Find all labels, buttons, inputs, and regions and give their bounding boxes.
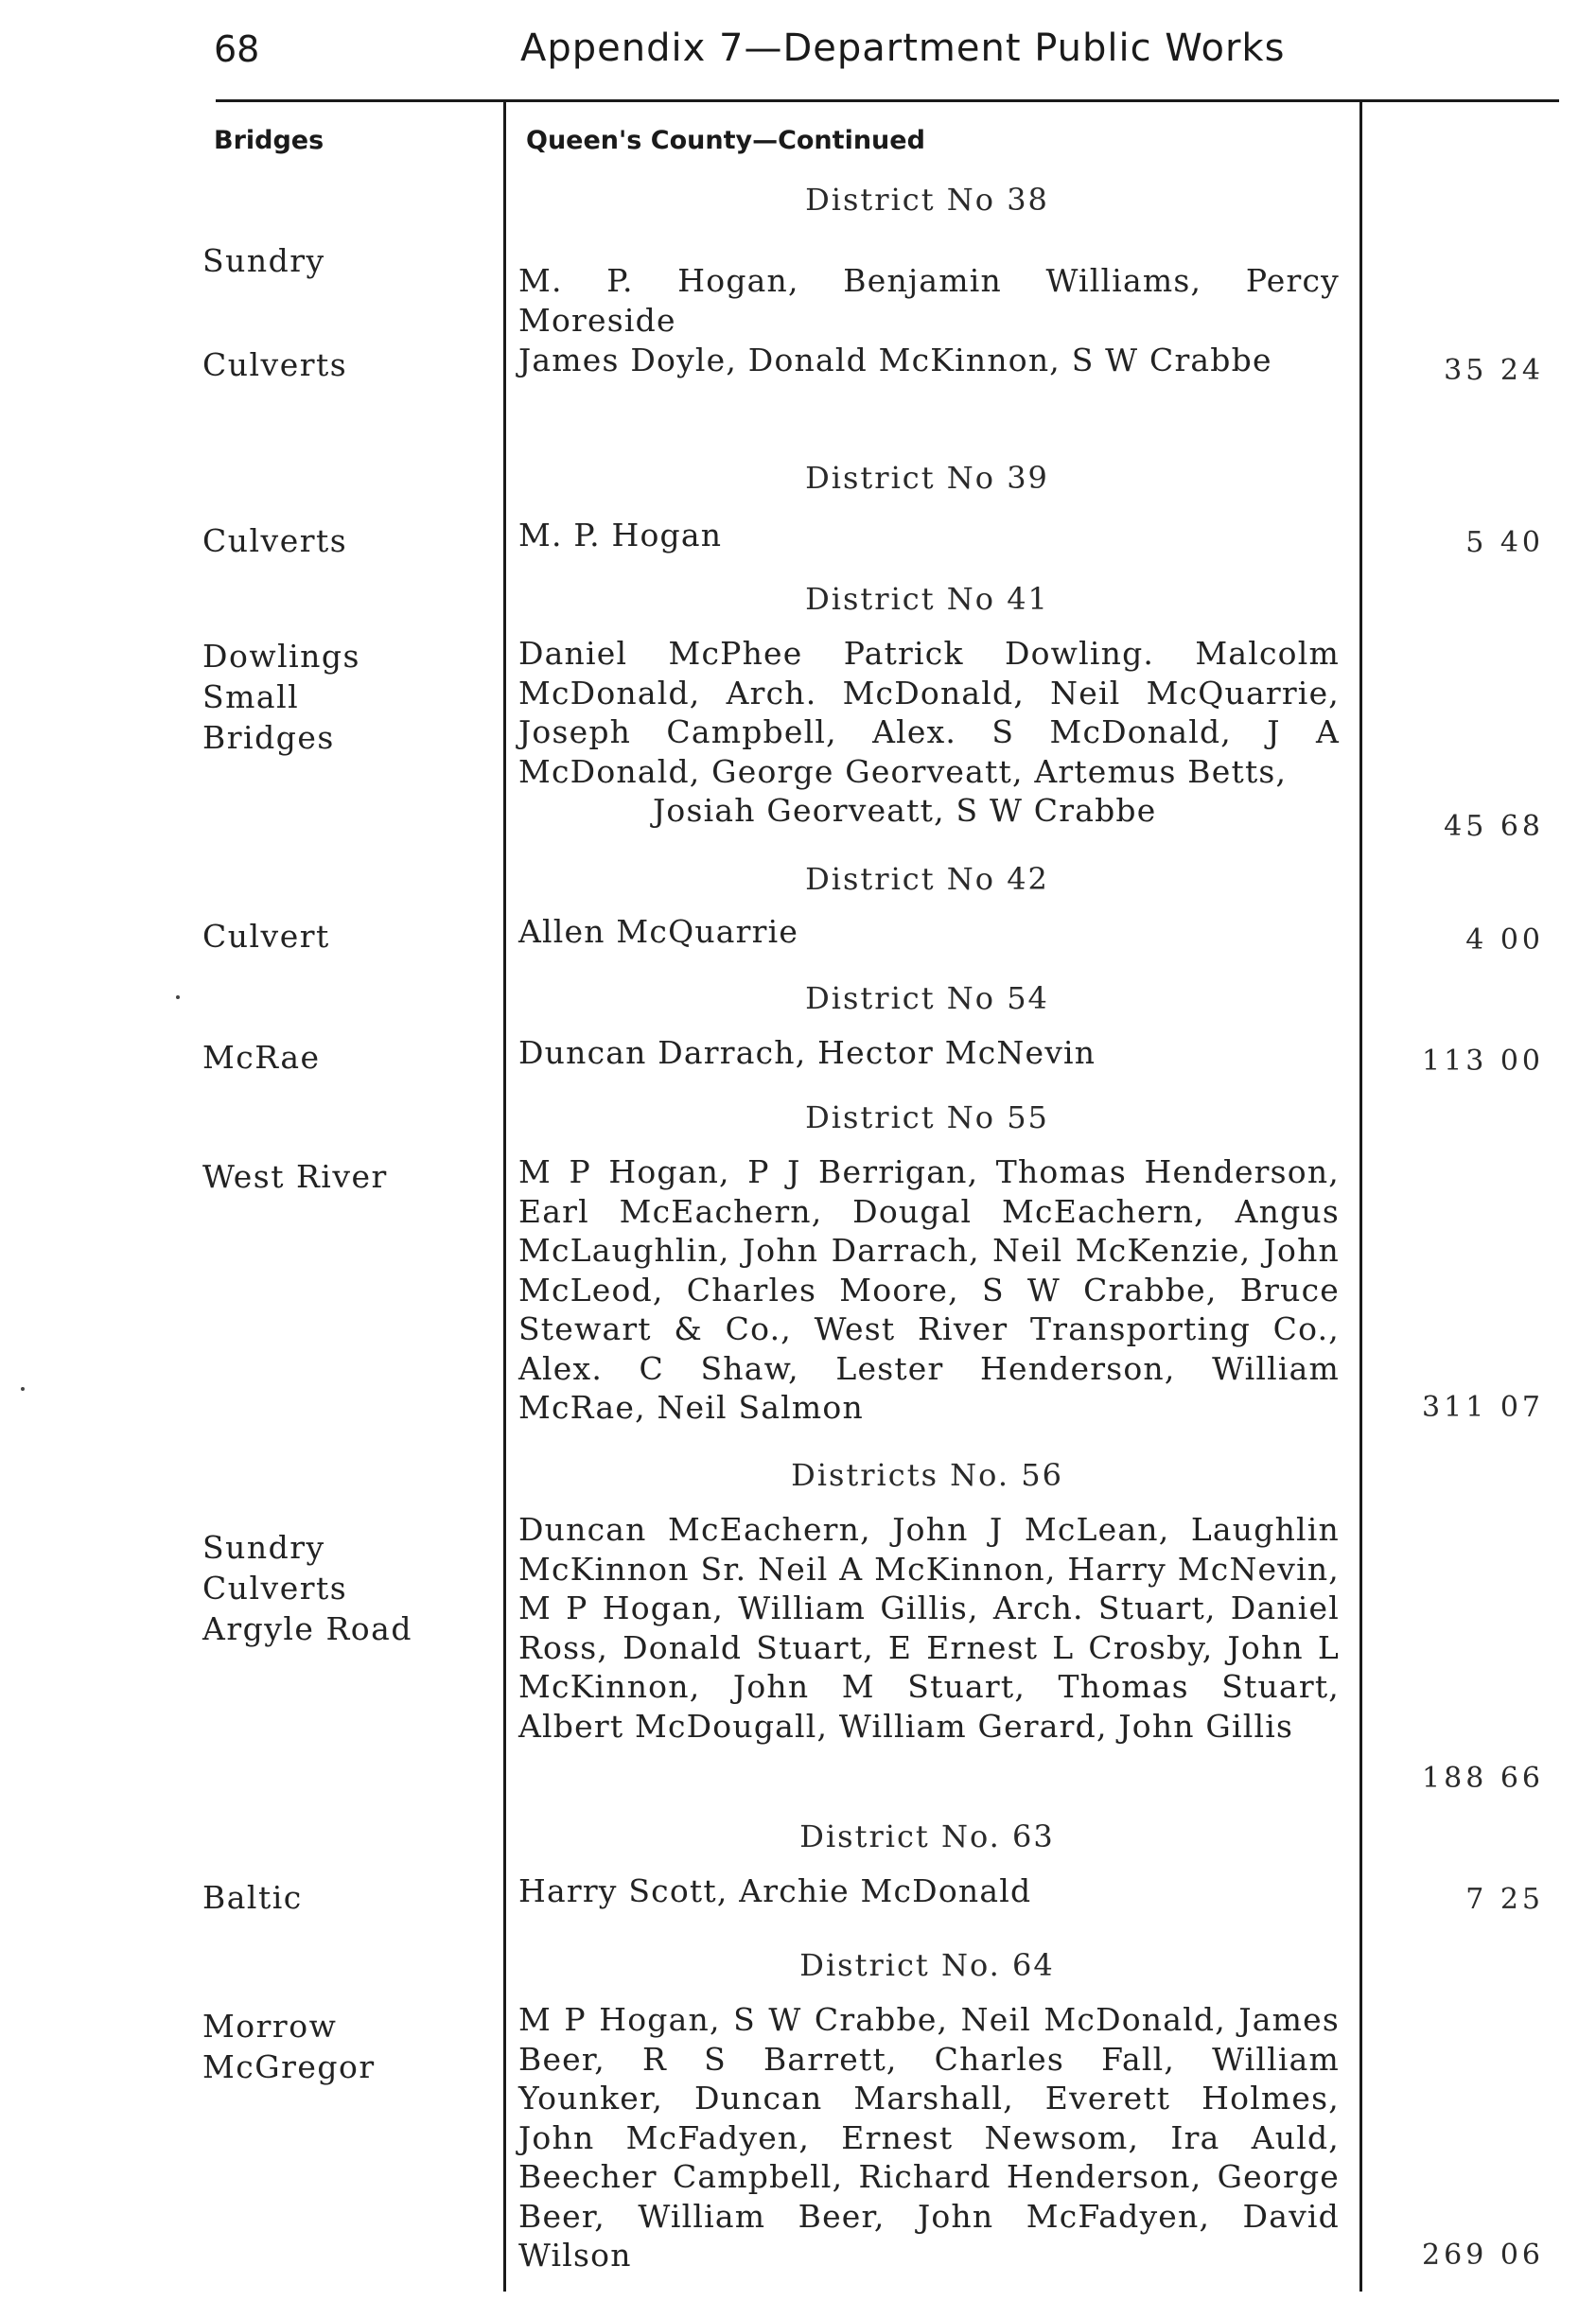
- bridge-label: Baltic: [202, 1879, 303, 1916]
- contractor-names: Allen McQuarrie: [518, 913, 799, 950]
- bridge-label: Sundry: [202, 1529, 325, 1566]
- bridge-label: Sundry: [202, 242, 325, 279]
- bridge-label: Culvert: [202, 918, 330, 955]
- amount: 269 06: [1422, 2239, 1544, 2272]
- amount: 35 24: [1444, 354, 1544, 387]
- column-rule-left: [503, 102, 506, 2292]
- bridge-label: Bridges: [202, 719, 335, 756]
- district-heading: District No 55: [805, 1099, 1049, 1135]
- district-heading: District No. 63: [799, 1818, 1055, 1854]
- district-heading: District No 54: [805, 980, 1049, 1016]
- bridge-label: Culverts: [202, 1570, 348, 1607]
- district-heading: District No 42: [805, 861, 1049, 897]
- column-rule-right: [1359, 102, 1362, 2292]
- scan-speck: [176, 995, 180, 999]
- contractor-names: M P Hogan, S W Crabbe, Neil McDonald, James Beer, R S Barrett, Charles Fall, William Younker, Duncan Marshall, Everett Holmes, John McFadyen, Ernest Newsom, Ira Auld, Beecher Campbell, Richard Henderson, George Beer, William Beer, John McFadyen, David Wilson: [518, 2001, 1340, 2274]
- bridge-label: McGregor: [202, 2048, 376, 2085]
- bridges-column-heading: Bridges: [214, 126, 324, 155]
- page-header: Appendix 7—Department Public Works: [520, 26, 1286, 70]
- amount: 311 07: [1422, 1391, 1544, 1424]
- contractor-names: Duncan McEachern, John J McLean, Laughlin McKinnon Sr. Neil A McKinnon, Harry McNevin, M P Hogan, William Gillis, Arch. Stuart, Daniel Ross, Donald Stuart, E Ernest L Crosby, John L McKinnon, John M Stuart, Thomas Stuart, Albert McDougall, William Gerard, John Gillis: [518, 1511, 1340, 1745]
- contractor-names: M. P. Hogan: [518, 517, 723, 553]
- district-heading: District No 39: [805, 460, 1049, 496]
- top-rule: [216, 99, 1559, 102]
- bridge-label: Culverts: [202, 346, 348, 383]
- scan-speck: [21, 1387, 25, 1391]
- bridge-label: Morrow: [202, 2008, 338, 2045]
- amount: 4 00: [1465, 923, 1544, 957]
- bridge-label: Argyle Road: [202, 1610, 412, 1647]
- page-number: 68: [214, 28, 260, 70]
- contractor-names: Josiah Georveatt, S W Crabbe: [653, 792, 1157, 829]
- contractor-names: Harry Scott, Archie McDonald: [518, 1872, 1032, 1909]
- amount: 45 68: [1444, 810, 1544, 843]
- district-heading: District No. 64: [799, 1947, 1055, 1983]
- amount: 113 00: [1422, 1045, 1544, 1078]
- bridge-label: Culverts: [202, 522, 348, 559]
- bridge-label: Dowlings: [202, 638, 360, 675]
- contractor-names: Daniel McPhee Patrick Dowling. Malcolm McDonald, Arch. McDonald, Neil McQuarrie, Joseph Campbell, Alex. S McDonald, J A McDonald, George Georveatt, Artemus Betts,: [518, 635, 1340, 790]
- contractor-names: M P Hogan, P J Berrigan, Thomas Henderson, Earl McEachern, Dougal McEachern, Angus McLaughlin, John Darrach, Neil McKenzie, John McLeod, Charles Moore, S W Crabbe, Bruce Stewart & Co., West River Transporting Co., Alex. C Shaw, Lester Henderson, William McRae, Neil Salmon: [518, 1153, 1340, 1426]
- bridge-label: McRae: [202, 1039, 321, 1076]
- contractor-names: James Doyle, Donald McKinnon, S W Crabbe: [518, 342, 1272, 378]
- district-heading: District No 41: [805, 581, 1049, 617]
- district-heading: District No 38: [805, 182, 1049, 218]
- amount: 188 66: [1422, 1762, 1544, 1795]
- amount: 5 40: [1465, 526, 1544, 559]
- county-column-heading: Queen's County—Continued: [526, 126, 925, 155]
- contractor-names: Duncan Darrach, Hector McNevin: [518, 1034, 1096, 1071]
- contractor-names: M. P. Hogan, Benjamin Williams, Percy Moreside: [518, 262, 1340, 339]
- bridge-label: Small: [202, 678, 300, 715]
- district-heading: Districts No. 56: [791, 1457, 1063, 1493]
- bridge-label: West River: [202, 1158, 388, 1195]
- amount: 7 25: [1465, 1883, 1544, 1916]
